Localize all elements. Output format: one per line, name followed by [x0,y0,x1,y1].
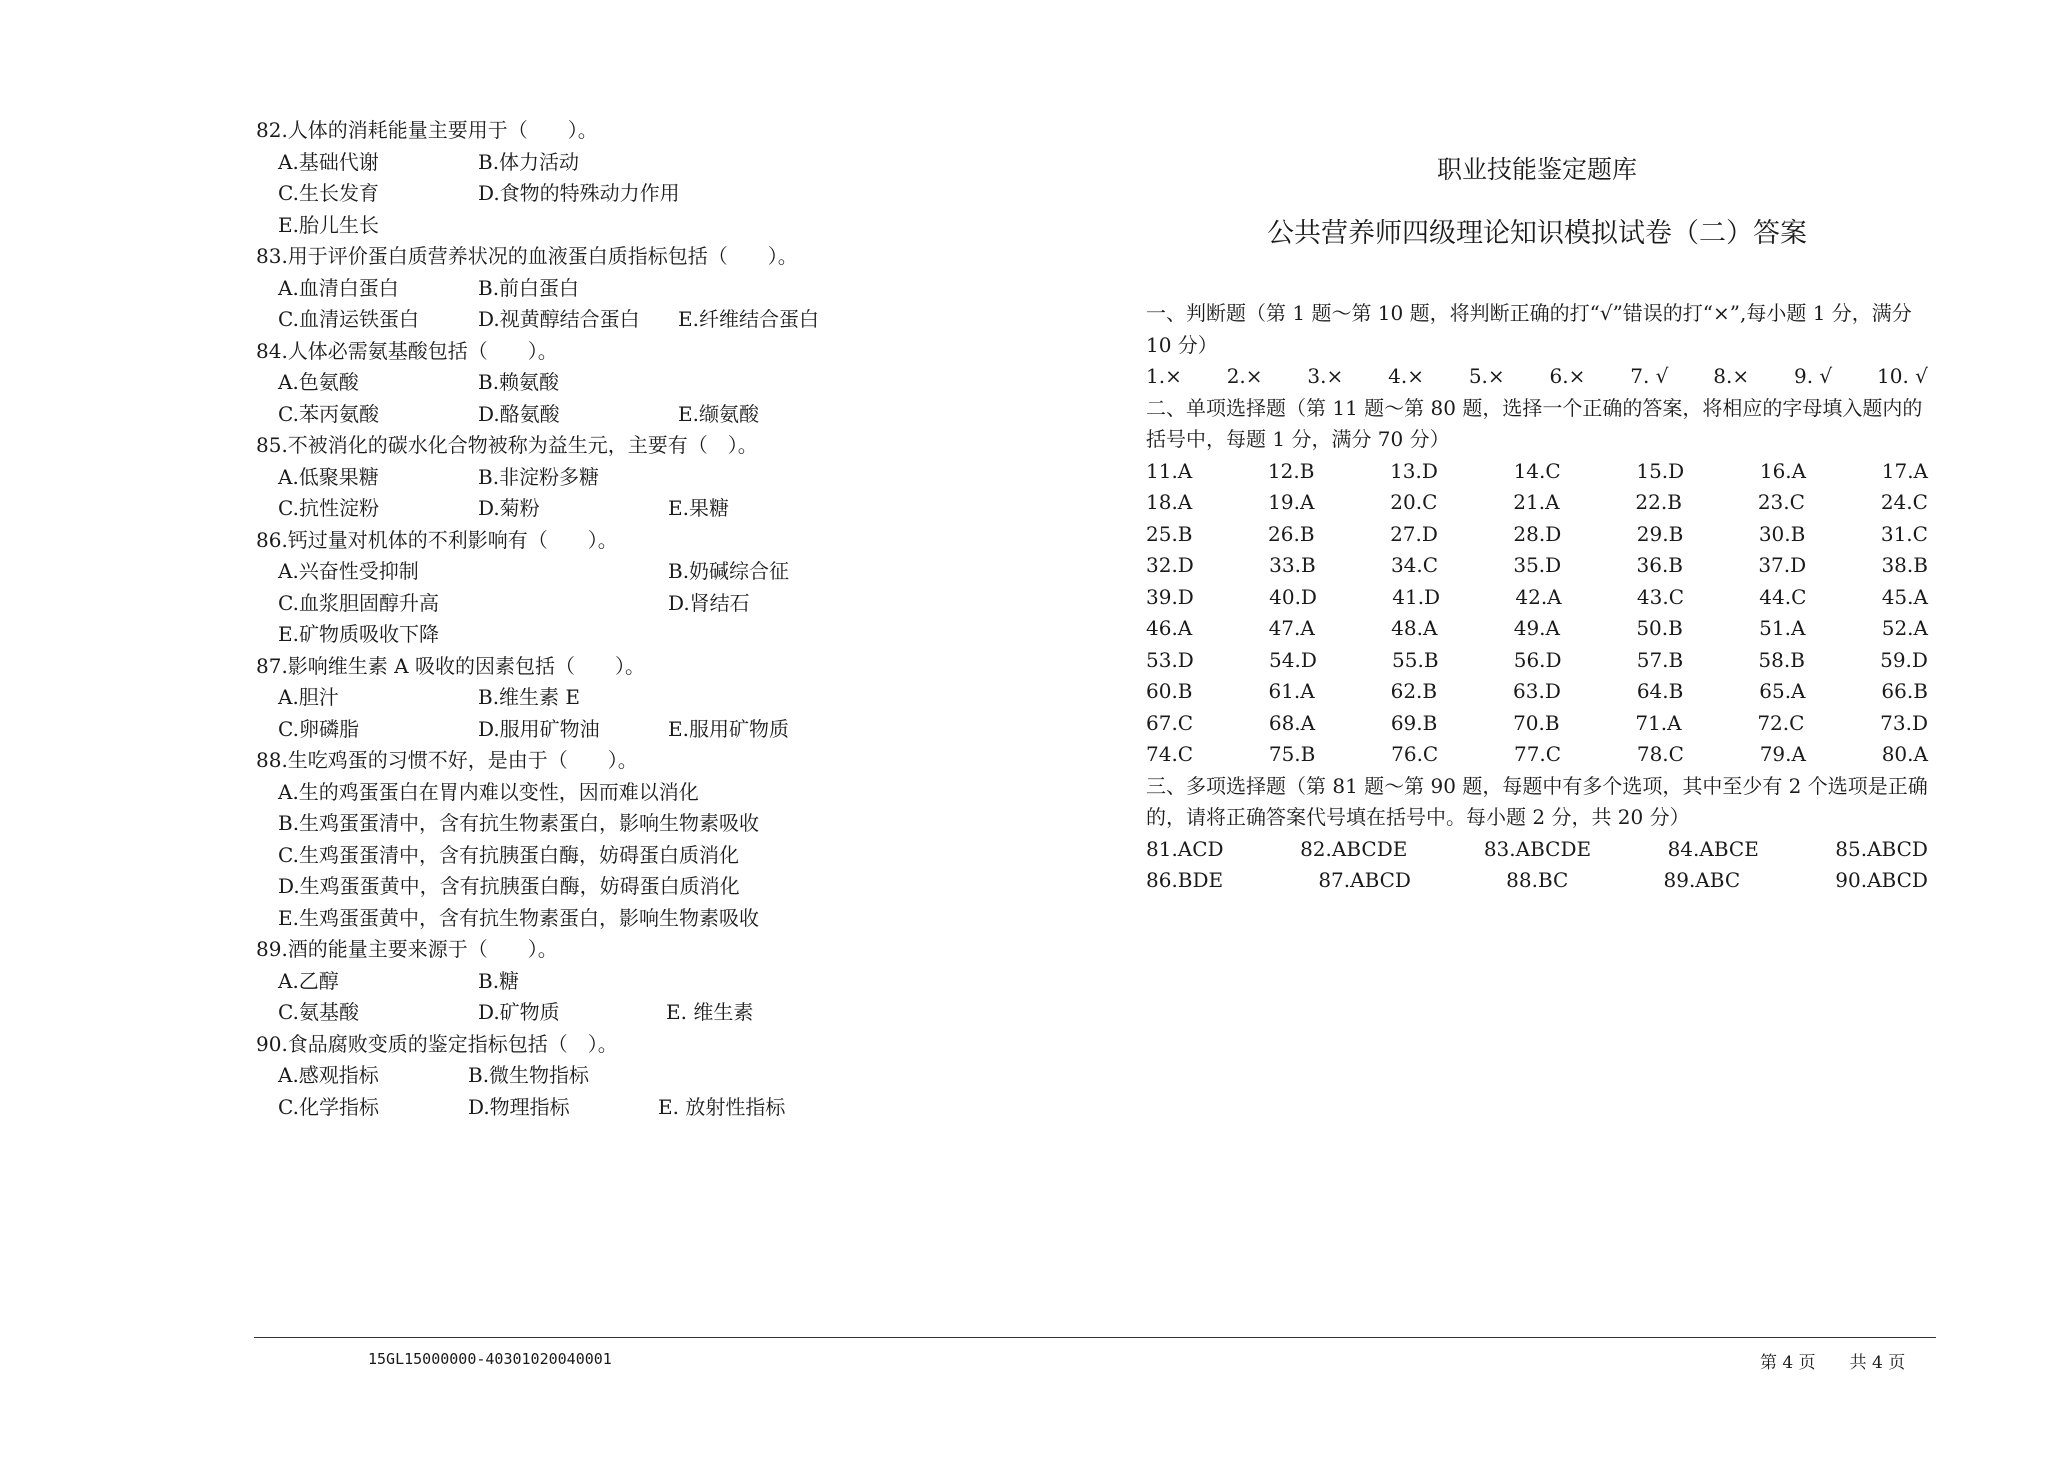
answer: 67.C [1146,710,1194,735]
answer: 55.B [1392,647,1439,672]
answer: 37.D [1758,553,1807,577]
option: D.服用矿物油 [478,716,600,741]
answer: 79.A [1759,742,1806,766]
answer: 68.A [1268,710,1316,735]
options-88-a: A.生的鸡蛋蛋白在胃内难以变性，因而难以消化 [278,779,699,804]
answer: 78.C [1636,742,1684,766]
option: E.服用矿物质 [668,716,789,741]
answer: 62.B [1390,679,1438,703]
answer: 58.B [1758,647,1805,672]
option: C.氨基酸 [278,1000,359,1024]
options-83-row2 [256,304,1076,336]
section-3-row [1146,834,1928,866]
option: C.苯丙氨酸 [278,401,379,426]
section-2-row [1146,456,1928,488]
answer: 34.C [1390,553,1439,577]
answer: 3.× [1307,364,1344,388]
answer: 83.ABCDE [1483,836,1592,861]
options-88-e: E.生鸡蛋蛋黄中，含有抗生物素蛋白，影响生物素吸收 [278,905,759,930]
question-83: 83.用于评价蛋白质营养状况的血液蛋白质指标包括（ ）。 [256,244,798,268]
option: C.血浆胆固醇升高 [278,590,439,615]
answer-sheet-title: 公共营养师四级理论知识模拟试卷（二）答案 [1267,218,1807,249]
options-90-row2 [256,1092,1076,1124]
answer: 20.C [1390,490,1438,514]
options-82-row2 [256,178,1076,210]
answer: 32.D [1146,553,1194,577]
answer: 7. √ [1630,364,1669,388]
option: E. 放射性指标 [658,1094,786,1119]
answer: 50.B [1636,616,1683,640]
answer: 21.A [1513,490,1560,514]
option: E.纤维结合蛋白 [678,307,819,331]
answer: 57.B [1636,647,1684,672]
question-90: 90.食品腐败变质的鉴定指标包括（ ）。 [256,1031,618,1056]
answer: 40.D [1269,584,1317,609]
option: B.体力活动 [478,149,580,174]
options-85-row1 [256,462,1076,494]
answer: 2.× [1226,364,1263,388]
option: B.维生素 E [478,685,581,709]
answer: 29.B [1636,521,1684,546]
answer: 53.D [1146,647,1194,672]
answer: 60.B [1146,679,1193,703]
question-89: 89.酒的能量主要来源于（ ）。 [256,937,558,961]
option: C.卵磷脂 [278,716,359,741]
answer: 1.× [1146,364,1182,388]
option: A.乙醇 [278,968,339,993]
answer: 71.A [1635,710,1682,735]
answer: 16.A [1759,458,1807,483]
options-88-c: C.生鸡蛋蛋清中，含有抗胰蛋白酶，妨碍蛋白质消化 [278,842,739,867]
footer-divider [254,1337,1936,1338]
answer: 84.ABCE [1667,836,1759,861]
answer: 77.C [1513,742,1562,766]
section-3-row [1146,865,1928,897]
options-82-row1 [256,147,1076,179]
answer: 41.D [1392,584,1441,609]
answer: 49.A [1513,616,1560,640]
section-2-row [1146,708,1928,740]
answer: 22.B [1635,490,1682,514]
answer: 81.ACD [1146,836,1224,861]
answer: 43.C [1636,584,1685,609]
answer: 36.B [1636,553,1684,577]
option: E.胎儿生长 [278,212,379,237]
options-89-row2 [256,997,1076,1029]
question-88: 88.生吃鸡蛋的习惯不好，是由于（ ）。 [256,748,638,772]
answer: 87.ABCD [1318,868,1411,892]
option: A.胆汁 [278,685,339,709]
answer-key-column [1146,150,1928,897]
answer: 19.A [1268,490,1315,514]
answer: 72.C [1757,710,1805,735]
answer: 76.C [1391,742,1439,766]
answer: 66.B [1881,679,1928,703]
option: A.兴奋性受抑制 [278,559,419,583]
section-1-answers [1146,361,1928,393]
answer: 47.A [1268,616,1315,640]
option: E.缬氨酸 [678,401,759,426]
option: A.基础代谢 [278,149,379,174]
option: B.奶碱综合征 [668,559,790,583]
answer: 59.D [1880,647,1928,672]
options-89-row1 [256,966,1076,998]
options-82-row3 [256,210,1076,242]
answer: 86.BDE [1146,868,1224,892]
answer: 69.B [1390,710,1438,735]
answer: 18.A [1146,490,1193,514]
option: B.糖 [478,968,520,993]
answer: 6.× [1549,364,1586,388]
answer: 14.C [1513,458,1561,483]
answer: 23.C [1757,490,1805,514]
option: D.食物的特殊动力作用 [478,181,680,205]
option: B.前白蛋白 [478,275,580,300]
section-2-row [1146,613,1928,645]
answer: 51.A [1759,616,1806,640]
answer: 35.D [1513,553,1562,577]
answer: 28.D [1513,521,1562,546]
section-3-heading: 三、多项选择题（第 81 题～第 90 题，每题中有多个选项，其中至少有 2 个选项是正确的，请将正确答案代号填在括号中。每小题 2 分，共 20 分） [1146,773,1928,829]
option: D.视黄醇结合蛋白 [478,307,640,331]
question-86: 86.钙过量对机体的不利影响有（ ）。 [256,527,618,552]
answer: 17.A [1881,458,1928,483]
answer: 5.× [1468,364,1505,388]
answer: 48.A [1391,616,1438,640]
question-82: 82.人体的消耗能量主要用于（ ）。 [256,118,598,142]
answer: 11.A [1146,458,1193,483]
answer: 8.× [1713,364,1750,388]
answer: 80.A [1881,742,1928,766]
answer: 24.C [1880,490,1928,514]
answer: 73.D [1880,710,1928,735]
answer: 56.D [1513,647,1562,672]
section-2-row [1146,487,1928,519]
answer: 90.ABCD [1835,868,1928,892]
options-86-row1 [256,556,1076,588]
option: C.抗性淀粉 [278,496,379,520]
page-number: 第 4 页 共 4 页 [1760,1353,1906,1373]
answer: 88.BC [1506,868,1569,892]
section-2-row [1146,519,1928,551]
section-2-row [1146,550,1928,582]
option: D.肾结石 [668,590,750,615]
answer: 9. √ [1793,364,1833,388]
section-2-heading: 二、单项选择题（第 11 题～第 80 题，选择一个正确的答案，将相应的字母填入题内的括号中，每题 1 分，满分 70 分） [1146,395,1923,451]
left-column [256,115,1076,1123]
option: C.生长发育 [278,181,379,205]
option: A.感观指标 [278,1063,379,1087]
answer: 65.A [1759,679,1806,703]
option: C.化学指标 [278,1094,379,1119]
answer: 25.B [1146,521,1193,546]
question-84: 84.人体必需氨基酸包括（ ）。 [256,338,558,363]
answer: 33.B [1269,553,1316,577]
option: B.非淀粉多糖 [478,464,600,489]
section-2-row [1146,739,1928,771]
answer: 82.ABCDE [1300,836,1408,861]
options-87-row1 [256,682,1076,714]
answer: 15.D [1636,458,1685,483]
option: A.低聚果糖 [278,464,379,489]
answer: 26.B [1268,521,1315,546]
question-87: 87.影响维生素 A 吸收的因素包括（ ）。 [256,653,645,678]
options-88-d: D.生鸡蛋蛋黄中，含有抗胰蛋白酶，妨碍蛋白质消化 [278,874,740,898]
answer: 70.B [1513,710,1560,735]
answer: 89.ABC [1663,868,1741,892]
options-90-row1 [256,1060,1076,1092]
question-bank-title: 职业技能鉴定题库 [1436,155,1637,184]
answer: 54.D [1269,647,1317,672]
answer: 12.B [1267,458,1315,483]
answer: 4.× [1388,364,1424,388]
option: C.血清运铁蛋白 [278,307,419,331]
answer: 39.D [1146,584,1194,609]
answer: 74.C [1146,742,1194,766]
options-86-row2 [256,588,1076,620]
answer: 63.D [1513,679,1561,703]
option: B.微生物指标 [468,1063,590,1087]
section-2-row [1146,676,1928,708]
answer: 38.B [1881,553,1928,577]
answer: 31.C [1880,521,1928,546]
answer: 13.D [1390,458,1438,483]
option: E.果糖 [668,496,729,520]
section-1-heading: 一、判断题（第 1 题～第 10 题，将判断正确的打“√”错误的打“×”,每小题 1 分，满分 10 分） [1146,301,1912,357]
option: E.矿物质吸收下降 [278,622,439,646]
options-88-b: B.生鸡蛋蛋清中，含有抗生物素蛋白，影响生物素吸收 [278,811,760,835]
document-code: 15GL15000000-40301020040001 [368,1350,612,1368]
answer: 27.D [1390,521,1438,546]
answer: 10. √ [1877,364,1928,388]
answer: 85.ABCD [1835,836,1928,861]
answer: 42.A [1515,584,1562,609]
question-85: 85.不被消化的碳水化合物被称为益生元，主要有（ ）。 [256,433,758,457]
answer: 30.B [1758,521,1806,546]
options-83-row1 [256,273,1076,305]
option: E. 维生素 [666,1000,754,1024]
answer: 45.A [1881,584,1928,609]
answer: 64.B [1636,679,1684,703]
option: D.矿物质 [478,1000,560,1024]
options-86-row3 [256,619,1076,651]
options-87-row2 [256,714,1076,746]
answer: 52.A [1881,616,1928,640]
option: D.酪氨酸 [478,401,560,426]
option: D.菊粉 [478,496,540,520]
option: B.赖氨酸 [478,370,560,394]
section-2-row [1146,645,1928,677]
options-84-row2 [256,399,1076,431]
options-85-row2 [256,493,1076,525]
answer: 46.A [1146,616,1193,640]
option: D.物理指标 [468,1094,570,1119]
option: A.色氨酸 [278,370,359,394]
answer: 75.B [1268,742,1316,766]
section-2-row [1146,582,1928,614]
options-84-row1 [256,367,1076,399]
option: A.血清白蛋白 [278,275,399,300]
answer: 61.A [1268,679,1315,703]
answer: 44.C [1759,584,1807,609]
